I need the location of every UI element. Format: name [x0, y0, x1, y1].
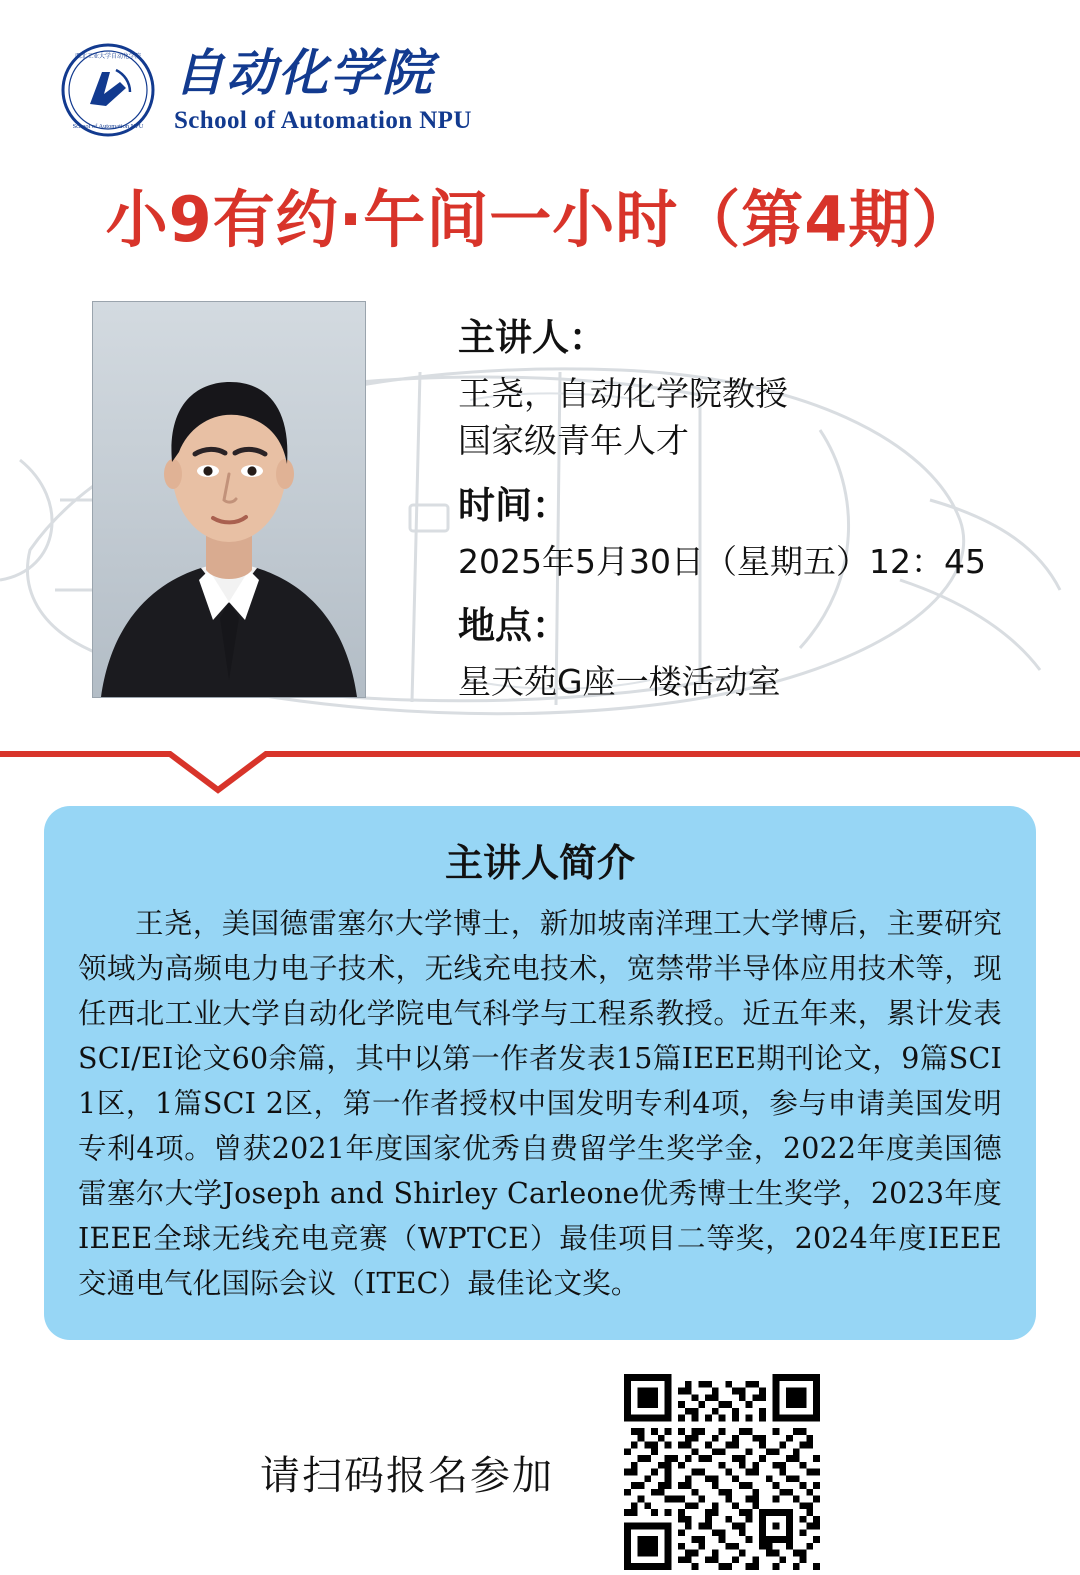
section-divider — [0, 748, 1080, 794]
logo-title-cn: 自动化学院 — [174, 43, 434, 102]
header — [0, 0, 1080, 138]
page-title: 小9有约·午间一小时（第4期） — [105, 183, 975, 256]
npu-school-of-automation-logo-icon — [60, 42, 156, 138]
bio-text: 王尧，美国德雷塞尔大学博士，新加坡南洋理工大学博后，主要研究领域为高频电力电子技术，无线充电技术，宽禁带半导体应用技术等，现任西北工业大学自动化学院电气科学与工程系教授。近五年来，累计发表SCI/EI论文60余篇，其中以第一作者发表15篇IEEE期刊论文，9篇SCI 1区，1篇SCI 2区，第一作者授权中国发明专利4项，参与申请美国发明专利4项。曾获2021年度国家优秀自费留学生奖学金，2022年度美国德雷塞尔大学Joseph and Shirley Carleone优秀博士生奖学，2023年度IEEE全球无线充电竞赛（WPTCE）最佳项目二等奖，2024年度IEEE交通电气化国际会议（ITEC）最佳论文奖。 — [78, 907, 1002, 1301]
speaker-bio-card — [44, 806, 1036, 1340]
bio-title: 主讲人简介 — [444, 840, 635, 886]
registration-cta-text: 请扫码报名参加 — [260, 1452, 554, 1499]
place-label: 地点： — [458, 604, 569, 648]
event-info-section — [0, 301, 1080, 706]
speaker-honor: 国家级青年人才 — [458, 420, 689, 460]
time-value: 2025年5月30日（星期五）12：45 — [458, 541, 986, 581]
svg-text:School of Automation NPU: School of Automation NPU — [72, 123, 144, 130]
speaker-portrait — [92, 301, 366, 698]
logo-title-en: School of Automation NPU — [174, 106, 472, 134]
speaker-label: 主讲人： — [458, 316, 606, 359]
footer — [0, 1374, 1080, 1570]
place-value: 星天苑G座一楼活动室 — [458, 662, 781, 702]
registration-qr-code[interactable] — [624, 1374, 820, 1570]
time-label: 时间： — [458, 483, 569, 527]
svg-text:西北工业大学自动化学院: 西北工业大学自动化学院 — [74, 53, 142, 60]
speaker-name: 王尧，自动化学院教授 — [458, 373, 788, 413]
